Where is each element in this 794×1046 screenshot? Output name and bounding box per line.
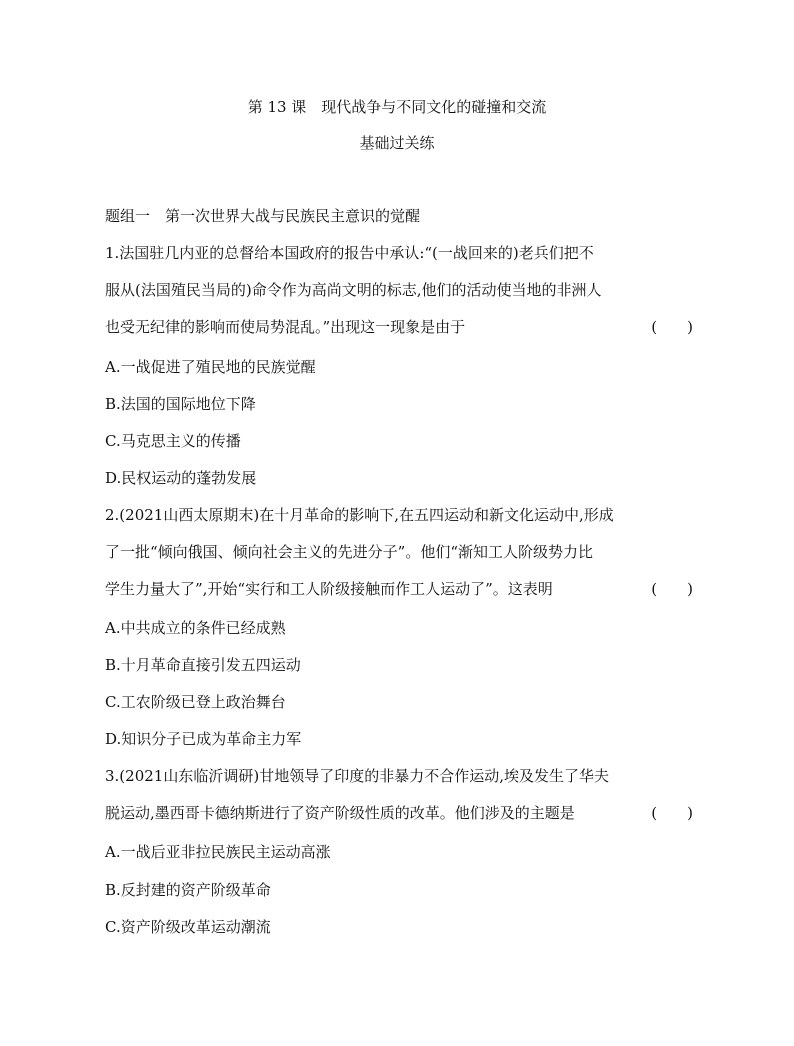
- question-2-stem-line-3-text: 学生力量大了”,开始“实行和工人阶级接触而作工人运动了”。这表明: [105, 580, 553, 598]
- question-3-stem-line-2-text: 脱运动,墨西哥卡德纳斯进行了资产阶级性质的改革。他们涉及的主题是: [105, 804, 575, 822]
- question-1-stem-line-3-text: 也受无纪律的影响而使局势混乱。”出现这一现象是由于: [105, 318, 466, 336]
- question-3-answer-bracket: ( ): [651, 804, 693, 822]
- question-1-stem-line-2: 服从(法国殖民当局的)命令作为高尚文明的标志,他们的活动使当地的非洲人: [105, 281, 602, 299]
- question-2-answer-bracket: ( ): [651, 580, 693, 598]
- question-2-option-c: C.工农阶级已登上政治舞台: [105, 693, 286, 711]
- question-2-option-a: A.中共成立的条件已经成熟: [105, 619, 286, 637]
- question-3-stem: [105, 766, 693, 840]
- question-1-option-c: C.马克思主义的传播: [105, 432, 241, 450]
- question-3-option-c: C.资产阶级改革运动潮流: [105, 918, 271, 936]
- question-3-option-a: A.一战后亚非拉民族民主运动高涨: [105, 843, 331, 861]
- lesson-title: 第 13 课 现代战争与不同文化的碰撞和交流: [247, 98, 547, 116]
- question-2-stem-line-3: [105, 579, 693, 616]
- question-3-stem-line-1: 3.(2021山东临沂调研)甘地领导了印度的非暴力不合作运动,埃及发生了华夫: [105, 767, 609, 785]
- question-3-stem-line-2: [105, 803, 693, 840]
- question-1-stem-line-3: [105, 317, 693, 354]
- question-3-option-b: B.反封建的资产阶级革命: [105, 881, 271, 899]
- question-1-option-a: A.一战促进了殖民地的民族觉醒: [105, 358, 316, 376]
- question-2-option-d: D.知识分子已成为革命主力军: [105, 730, 302, 748]
- question-2-stem-line-1: 2.(2021山西太原期末)在十月革命的影响下,在五四运动和新文化运动中,形成: [105, 506, 614, 524]
- section-title: 题组一 第一次世界大战与民族民主意识的觉醒: [105, 207, 421, 225]
- question-1-stem: [105, 243, 693, 354]
- question-1-answer-bracket: ( ): [651, 318, 693, 336]
- question-2-option-b: B.十月革命直接引发五四运动: [105, 656, 301, 674]
- question-2-stem: [105, 505, 693, 616]
- question-2-stem-line-2: 了一批“倾向俄国、倾向社会主义的先进分子”。他们“渐知工人阶级势力比: [105, 543, 594, 561]
- question-1-stem-line-1: 1.法国驻几内亚的总督给本国政府的报告中承认:“(一战回来的)老兵们把不: [105, 244, 594, 262]
- question-1-option-d: D.民权运动的蓬勃发展: [105, 469, 257, 487]
- lesson-subtitle: 基础过关练: [359, 134, 435, 152]
- question-1-option-b: B.法国的国际地位下降: [105, 395, 256, 413]
